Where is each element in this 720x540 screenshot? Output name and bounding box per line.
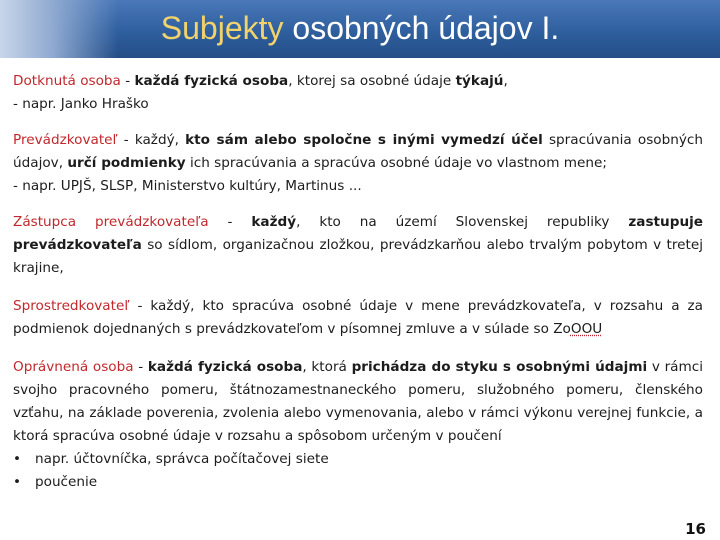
term-sprostredkovatel: Sprostredkovateľ (13, 298, 130, 314)
text-fragment: , (503, 73, 508, 89)
bold-fragment: určí podmienky (67, 155, 186, 171)
example-dotknuta-osoba: - napr. Janko Hraško (13, 96, 149, 112)
bullet-item (13, 471, 703, 494)
bold-fragment: prichádza do styku s osobnými údajmi (351, 359, 648, 375)
bold-fragment: týkajú (455, 73, 504, 89)
text-fragment: , kto na území Slovenskej republiky (296, 214, 629, 230)
text-fragment: , ktorá (302, 359, 352, 375)
bullet-text: poučenie (35, 474, 98, 490)
title-accent: Subjekty (160, 10, 284, 46)
bold-fragment: každá fyzická osoba (134, 73, 289, 89)
underlined-fragment: OOU (570, 321, 603, 337)
bullet-item (13, 448, 703, 471)
bold-fragment: kto sám alebo spoločne s inými vymedzí účel (185, 132, 543, 148)
slide-title (0, 10, 720, 47)
text-fragment: so sídlom, organizačnou zložkou, prevádzkarňou alebo trvalým pobytom v tretej krajine, (13, 237, 703, 276)
text-fragment: spracúvania osobných údajov, (13, 132, 704, 171)
text-fragment: - každý, (117, 132, 186, 148)
example-prevadzkovatel: - napr. UPJŠ, SLSP, Ministerstvo kultúry, Martinus ... (13, 178, 362, 194)
bullet-dot: • (13, 451, 22, 467)
definition-prevadzkovatel (13, 129, 703, 175)
text-fragment: v rámci svojho pracovného pomeru, štátnozamestnaneckého pomeru, služobného pomeru, členského vzťahu, na základe poverenia, zvolenia alebo vymenovania, alebo v rámci výkonu verejnej funkcie, a ktorá spracúva osobné údaje v rozsahu a spôsobom určeným v poučení (13, 359, 703, 444)
term-opravnena-osoba: Oprávnená osoba (13, 359, 134, 375)
bold-fragment: každý (251, 214, 297, 230)
bold-fragment: každá fyzická osoba (147, 359, 303, 375)
definition-sprostredkovatel (13, 295, 703, 341)
term-zastupca-prevadzkovatela: Zástupca prevádzkovateľa (13, 214, 209, 230)
definition-dotknuta-osoba (13, 70, 703, 93)
definition-opravnena-osoba (13, 356, 703, 448)
text-fragment: - (133, 359, 148, 375)
term-prevadzkovatel: Prevádzkovateľ (13, 132, 118, 148)
term-dotknuta-osoba: Dotknutá osoba (13, 73, 121, 89)
title-bar (0, 0, 720, 58)
definition-zastupca-prevadzkovatela (13, 211, 703, 280)
text-fragment: - každý, kto spracúva osobné údaje v mene prevádzkovateľa, v rozsahu a za podmienok dojednaných s prevádzkovateľom v písomnej zmluve a v súlade so Zo (13, 298, 703, 337)
slide-content (13, 70, 703, 494)
title-rest: osobných údajov I. (283, 10, 560, 46)
text-fragment: , ktorej sa osobné údaje (288, 73, 456, 89)
text-fragment: - (208, 214, 252, 230)
text-fragment: ich spracúvania a spracúva osobné údaje vo vlastnom mene; (185, 155, 607, 171)
bullet-dot: • (13, 474, 22, 490)
page-number: 16 (685, 520, 706, 538)
bullet-text: napr. účtovníčka, správca počítačovej siete (35, 451, 329, 467)
bold-fragment: zastupuje prevádzkovateľa (13, 214, 703, 253)
text-fragment: - (120, 73, 135, 89)
